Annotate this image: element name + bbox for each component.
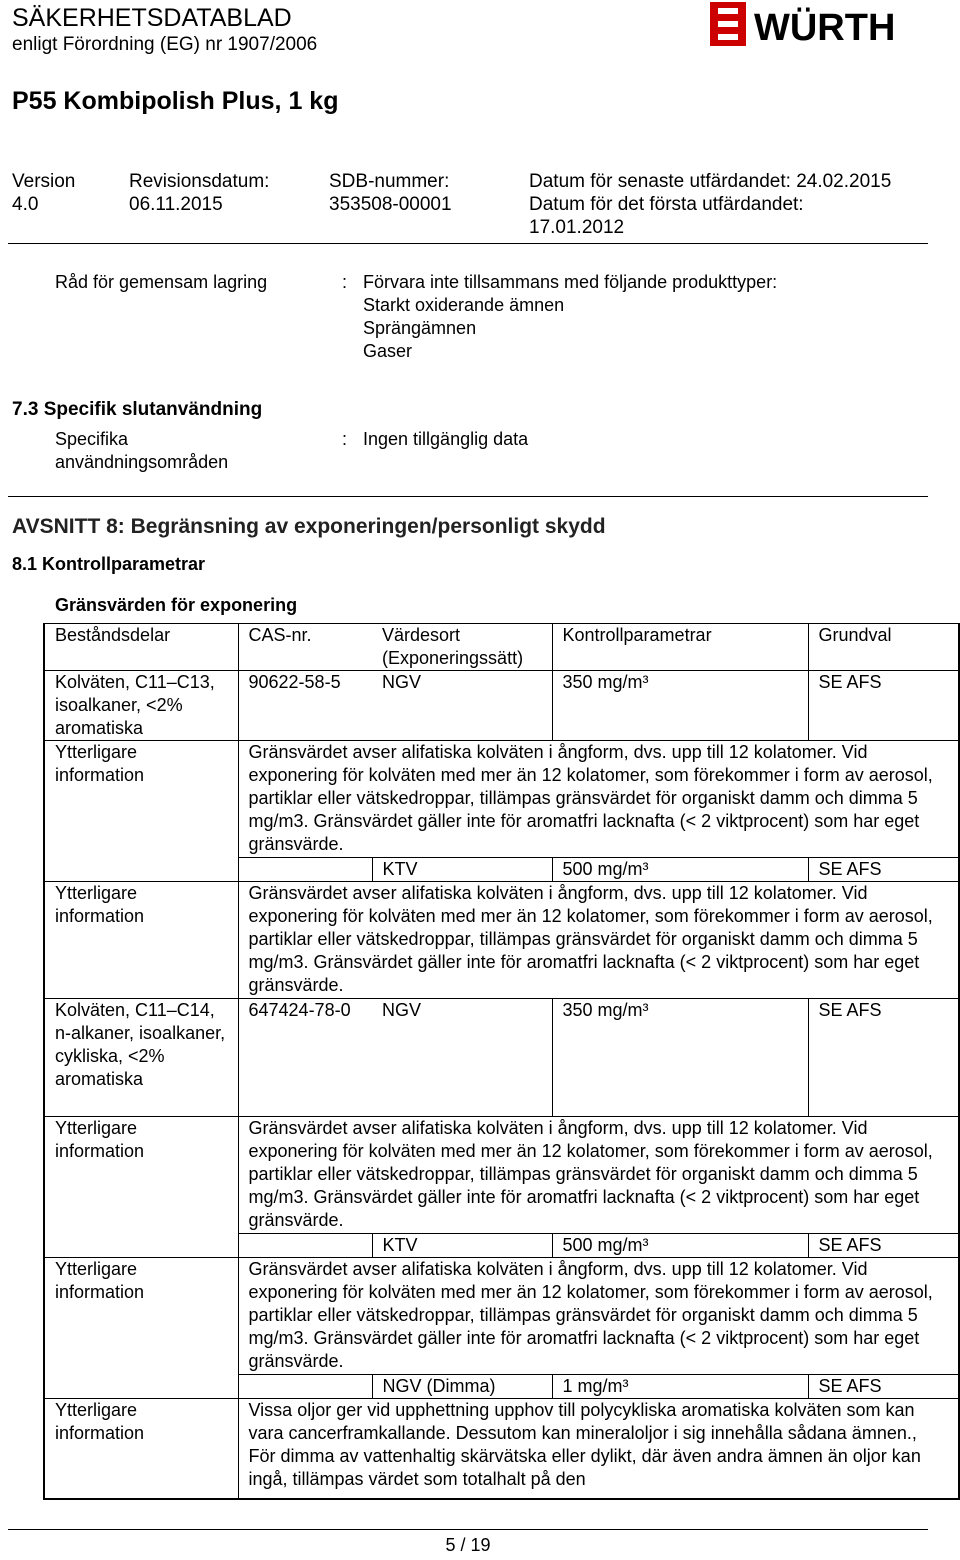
storage-line-2: Starkt oxiderande ämnen — [363, 295, 565, 315]
header-components: Beståndsdelar — [44, 624, 238, 671]
basis: SE AFS — [808, 858, 959, 882]
basis: SE AFS — [808, 1375, 959, 1399]
table-row — [44, 858, 959, 882]
basis: SE AFS — [808, 671, 959, 741]
exposure-limits-heading: Gränsvärden för exponering — [55, 595, 298, 615]
more-info-label: Ytterligare information — [44, 1399, 238, 1499]
control-parameter: 350 mg/m³ — [552, 671, 808, 741]
sdb-label: SDB-nummer: — [329, 171, 450, 192]
wurth-logo — [710, 2, 930, 48]
table-row — [44, 1117, 959, 1234]
table-row — [44, 999, 959, 1117]
section-divider — [8, 496, 928, 497]
specific-uses-label-1: Specifika — [55, 429, 129, 449]
cas-number: 90622-58-5 — [238, 671, 372, 741]
first-issue-label: Datum för det första utfärdandet: — [529, 194, 804, 215]
value-type: NGV — [372, 999, 552, 1117]
value-type: NGV — [372, 671, 552, 741]
table-row — [44, 671, 959, 741]
table-row — [44, 1258, 959, 1375]
storage-label: Råd för gemensam lagring — [55, 272, 268, 292]
header-cas: CAS-nr. — [238, 624, 372, 671]
first-issue-value: 17.01.2012 — [529, 217, 625, 238]
more-info-text: Gränsvärdet avser alifatiska kolväten i ångform, dvs. upp till 12 kolatomer. Vid exponering för kolväten med mer än 12 kolatomer, som förekommer i form av aerosol, partiklar eller vätskedroppar, tillämpas gränsvärdet för organiskt damm och dimma 5 mg/m3. Gränsvärdet gäller inte för aromatfri lacknafta (< 2 viktprocent) som har eget gränsvärde. — [238, 1117, 959, 1234]
table-row — [44, 1375, 959, 1399]
table-row — [44, 882, 959, 999]
control-parameter: 1 mg/m³ — [552, 1375, 808, 1399]
control-parameter: 500 mg/m³ — [552, 1234, 808, 1258]
storage-line-4: Gaser — [363, 341, 413, 361]
more-info-label: Ytterligare information — [44, 1117, 238, 1234]
logo-text: WÜRTH — [754, 7, 896, 48]
table-header-row — [44, 624, 959, 671]
header-value-type: Värdesort (Exponeringssätt) — [372, 624, 552, 671]
more-info-text: Gränsvärdet avser alifatiska kolväten i ångform, dvs. upp till 12 kolatomer. Vid exponering för kolväten med mer än 12 kolatomer, som förekommer i form av aerosol, partiklar eller vätskedroppar, tillämpas gränsvärdet för organiskt damm och dimma 5 mg/m3. Gränsvärdet gäller inte för aromatfri lacknafta (< 2 viktprocent) som har eget gränsvärde. — [238, 741, 959, 858]
section-8-1-heading: 8.1 Kontrollparametrar — [12, 554, 206, 574]
revision-value: 06.11.2015 — [129, 194, 223, 215]
basis: SE AFS — [808, 999, 959, 1117]
version-label: Version — [12, 171, 76, 192]
storage-line-3: Sprängämnen — [363, 318, 477, 338]
section-7-3-heading: 7.3 Specifik slutanvändning — [12, 399, 263, 420]
more-info-label: Ytterligare information — [44, 882, 238, 999]
header-divider — [8, 243, 928, 244]
more-info-text: Vissa oljor ger vid upphettning upphov till polycykliska aromatiska kolväten som kan vara cancerframkallande. Dessutom kan mineraloljor i sig innehålla sådana ämnen., För dimma av vattenhaltig skärvätska eller dylikt, där även andra ämnen än oljor kan ingå, tillämpas värdet som totalhalt på den — [238, 1399, 959, 1499]
specific-uses-label-2: användningsområden — [55, 452, 229, 472]
specific-uses-value: Ingen tillgänglig data — [363, 429, 529, 449]
version-value: 4.0 — [12, 194, 39, 215]
exposure-limits-table — [43, 623, 960, 1500]
specific-uses-colon: : — [342, 429, 348, 449]
component-name: Kolväten, C11–C14, n-alkaner, isoalkaner, cykliska, <2% aromatiska — [44, 999, 238, 1117]
more-info-text: Gränsvärdet avser alifatiska kolväten i ångform, dvs. upp till 12 kolatomer. Vid exponering för kolväten med mer än 12 kolatomer, som förekommer i form av aerosol, partiklar eller vätskedroppar, tillämpas gränsvärdet för organiskt damm och dimma 5 mg/m3. Gränsvärdet gäller inte för aromatfri lacknafta (< 2 viktprocent) som har eget gränsvärde. — [238, 882, 959, 999]
value-type: NGV (Dimma) — [372, 1375, 552, 1399]
section-8-heading: AVSNITT 8: Begränsning av exponeringen/personligt skydd — [12, 515, 606, 538]
table-row — [44, 1234, 959, 1258]
more-info-label: Ytterligare information — [44, 1258, 238, 1375]
component-name: Kolväten, C11–C13, isoalkaner, <2% aromatiska — [44, 671, 238, 741]
basis: SE AFS — [808, 1234, 959, 1258]
cas-number: 647424-78-0 — [238, 999, 372, 1117]
more-info-text: Gränsvärdet avser alifatiska kolväten i ångform, dvs. upp till 12 kolatomer. Vid exponering för kolväten med mer än 12 kolatomer, som förekommer i form av aerosol, partiklar eller vätskedroppar, tillämpas gränsvärdet för organiskt damm och dimma 5 mg/m3. Gränsvärdet gäller inte för aromatfri lacknafta (< 2 viktprocent) som har eget gränsvärde. — [238, 1258, 959, 1375]
control-parameter: 350 mg/m³ — [552, 999, 808, 1117]
header-basis: Grundval — [808, 624, 959, 671]
storage-line-1: Förvara inte tillsammans med följande produkttyper: — [363, 272, 778, 292]
more-info-label: Ytterligare information — [44, 741, 238, 858]
control-parameter: 500 mg/m³ — [552, 858, 808, 882]
value-type: KTV — [372, 1234, 552, 1258]
document-title: SÄKERHETSDATABLAD — [12, 4, 292, 32]
sdb-value: 353508-00001 — [329, 194, 452, 215]
product-name: P55 Kombipolish Plus, 1 kg — [12, 87, 339, 115]
table-row — [44, 741, 959, 858]
header-control-parameters: Kontrollparametrar — [552, 624, 808, 671]
revision-label: Revisionsdatum: — [129, 171, 270, 192]
footer-divider — [8, 1529, 928, 1530]
regulation-text: enligt Förordning (EG) nr 1907/2006 — [12, 34, 318, 55]
storage-colon: : — [342, 272, 348, 292]
value-type: KTV — [372, 858, 552, 882]
table-row — [44, 1399, 959, 1499]
latest-issue-date: Datum för senaste utfärdandet: 24.02.2015 — [529, 171, 892, 192]
page-number: 5 / 19 — [445, 1535, 491, 1555]
